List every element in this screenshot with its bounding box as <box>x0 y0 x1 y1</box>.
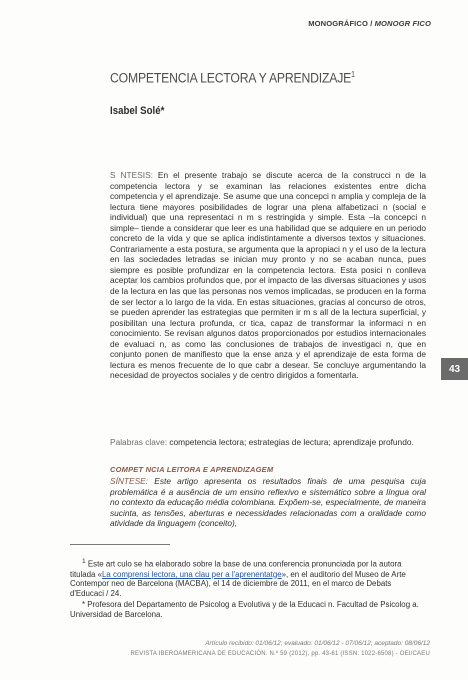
page-number: 43 <box>448 363 461 375</box>
section-header <box>308 19 431 28</box>
abstract-label: S NTESIS: <box>110 170 153 180</box>
keywords-text: competencia lectora; estrategias de lectura; aprendizaje profundo. <box>167 437 414 447</box>
keywords <box>110 437 426 448</box>
footnote-1-number: 1 <box>82 558 86 565</box>
article-title <box>110 70 355 87</box>
article-dates: Artículo recibido: 01/06/12; evaluado: 01/06/12 - 07/06/12; aceptado: 08/06/12 <box>205 640 430 647</box>
journal-citation: REVISTA IBEROAMERICANA DE EDUCACIÓN. N.º 59 (2012), pp. 43-61 (ISSN: 1022-6508) - OEI/CAEU <box>130 651 430 657</box>
author-name: Isabel Solé* <box>110 105 165 117</box>
footnote-2-text: * Profesora del Departamento de Psicolog a Evolutiva y de la Educaci n. Facultad de Psicolog a. Universidad de Barcelona. <box>70 600 419 619</box>
keywords-label: Palabras clave: <box>110 437 168 447</box>
abstract-pt <box>110 476 426 529</box>
article-title-text: COMPETENCIA LECTORA Y APRENDIZAJE <box>110 70 352 87</box>
footnote-2 <box>70 600 426 620</box>
abstract-es <box>110 170 426 381</box>
footnote-1 <box>70 557 426 599</box>
footnote-1-text-after: », en el auditorio del Museo de Arte Contempor neo de Barcelona (MACBA), el 14 de diciembre de 2011, en el marco de Debats d'Educaci / 24. <box>70 569 406 599</box>
page-number-tab <box>441 358 468 380</box>
section-label-italic: MONOGR FICO <box>374 19 431 28</box>
pt-title: COMPET NCIA LEITORA E APRENDIZAGEM <box>110 465 274 474</box>
section-label: MONOGRÁFICO / <box>308 19 375 28</box>
abstract-text: En el presente trabajo se discute acerca de la construcci n de la competencia lectora y se examinan las relaciones existentes entre dicha competencia y el aprendizaje. Se asume que una concepci n amplia y compleja de la lectura tiene mayores posibilidades de lograr una plena alfabetizaci n (social e individual) que una representaci n m s restringida y simple. Esta –la concepci n simple– tiende a considerar que leer es una habilidad que se adquiere en un periodo concreto de la vida y que se aplica indistintamente a diversos textos y situaciones. Contrariamente a esta postura, se argumenta que la apropiaci n y el uso de la lectura en las sociedades letradas se inician muy pronto y no se acaban nunca, pues siempre es posible profundizar en la competencia lectora. Esta posici n conlleva aceptar los cambios profundos que, por el impacto de las diversas situaciones y usos de la lectura en las que las personas nos vemos implicadas, se producen en la forma de ser lector a lo largo de la vida. En estas situaciones, gracias al concurso de otros, se pueden aprender las estrategias que permiten ir m s all de la lectura superficial, y posibilitan una lectura profunda, cr tica, capaz de transformar la informaci n en conocimiento. Se revisan algunos datos proporcionados por estudios internacionales de evaluaci n, as como las conclusiones de trabajos de investigaci n, que en conjunto ponen de manifiesto que la ense anza y el aprendizaje de esta forma de lectura es menos frecuente de lo que cabr a desear. Se concluye argumentando la necesidad de proyectos sociales y de centro dirigidos a fomentarla. <box>110 170 426 381</box>
footnote-divider <box>70 544 170 545</box>
title-footnote-ref[interactable]: 1 <box>351 70 355 79</box>
abstract-pt-label: SÍNTESE: <box>110 476 149 486</box>
footnote-1-text-before: Este art culo se ha elaborado sobre la base de una conferencia pronunciada por la autora titulada « <box>70 559 402 579</box>
abstract-pt-text: Este artigo apresenta os resultados finais de uma pesquisa cuja problemática é a ausência de um ensino reflexivo e sistemático sobre a língua oral no contexto da educação média colombiana. Expõem-se, especialmente, de maneira sucinta, as tensões, aberturas e necessidades relacionadas com a oralidade como atividade da linguagem (conceito), <box>110 476 426 529</box>
footnote-1-link[interactable]: La comprensi lectora, una clau per a l'aprenentatge <box>102 569 282 579</box>
